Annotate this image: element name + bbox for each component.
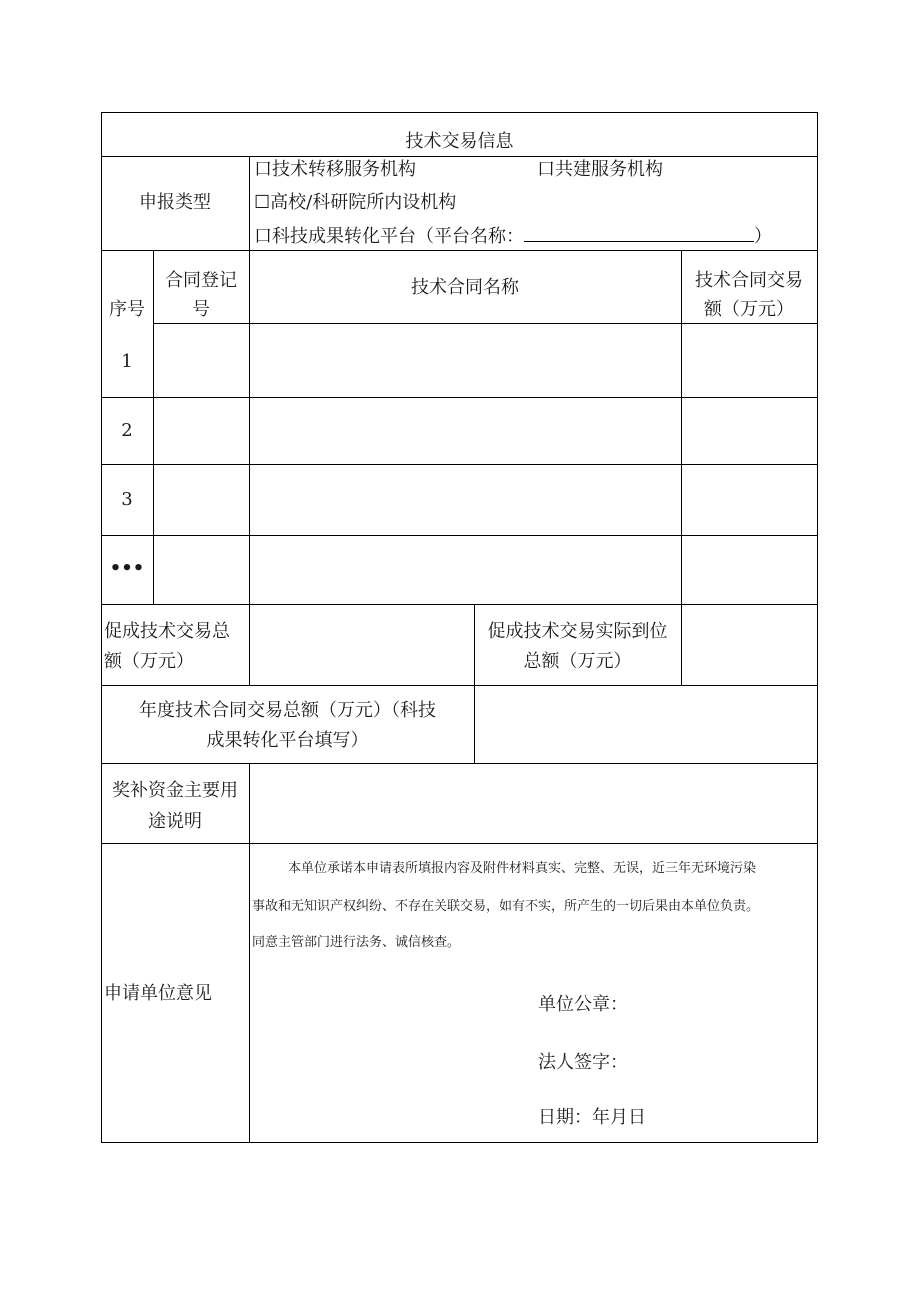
- rule-v-label-col: [249, 156, 250, 250]
- option-label: 科技成果转化平台（平台名称：: [272, 226, 524, 247]
- rule-after-subsidy: [101, 843, 818, 844]
- header-amount-line1: 技术合同交易: [695, 270, 803, 291]
- total-label-line2: 额（万元）: [104, 651, 194, 672]
- table-border-right: [817, 112, 818, 1143]
- platform-suffix: ）: [754, 226, 772, 247]
- opinion-signature: 法人签字：: [538, 1052, 628, 1073]
- annual-value[interactable]: [475, 686, 817, 763]
- report-type-label: 申报类型: [139, 192, 211, 213]
- header-seq: 序号: [109, 299, 145, 320]
- option-platform[interactable]: [254, 227, 772, 247]
- row-3-contract-no[interactable]: [153, 465, 249, 535]
- table-border-top: [101, 112, 818, 113]
- subsidy-label-line1: 奖补资金主要用: [112, 780, 238, 801]
- platform-name-field[interactable]: [524, 227, 754, 242]
- row-3-seq: 3: [121, 489, 133, 510]
- header-contract-no-line2: 号: [192, 299, 210, 320]
- checkbox-icon[interactable]: 口: [537, 159, 555, 180]
- header-contract-no-line1: 合同登记: [165, 270, 237, 291]
- row-1-name[interactable]: [249, 324, 681, 397]
- subsidy-label-line2: 途说明: [148, 811, 202, 832]
- rule-v-opinion: [249, 843, 250, 1142]
- row-4-amount[interactable]: [681, 536, 817, 604]
- row-3-name[interactable]: [249, 465, 681, 535]
- checkbox-icon[interactable]: 口: [254, 226, 272, 247]
- opinion-statement-line3: 同意主管部门进行法务、诚信核查。: [252, 935, 461, 950]
- row-2-name[interactable]: [249, 398, 681, 464]
- rule-after-title: [101, 156, 818, 157]
- row-2-amount[interactable]: [681, 398, 817, 464]
- total-label-line1: 促成技术交易总: [104, 621, 230, 642]
- opinion-date: 日期：年月日: [538, 1107, 646, 1128]
- row-1-contract-no[interactable]: [153, 324, 249, 397]
- row-4-name[interactable]: [249, 536, 681, 604]
- row-4-contract-no[interactable]: [153, 536, 249, 604]
- header-contract-name: 技术合同名称: [411, 277, 519, 298]
- rule-after-report-type: [101, 250, 818, 251]
- checkbox-icon[interactable]: 口: [254, 159, 272, 180]
- row-2-contract-no[interactable]: [153, 398, 249, 464]
- actual-label-line1: 促成技术交易实际到位: [487, 621, 668, 642]
- option-label: 技术转移服务机构: [272, 159, 416, 180]
- section-title: 技术交易信息: [405, 131, 514, 152]
- header-amount-line2: 额（万元）: [704, 299, 794, 320]
- opinion-statement-line2: 事故和无知识产权纠纷、不存在关联交易，如有不实，所产生的一切后果由本单位负责。: [252, 899, 760, 914]
- row-1-seq: 1: [121, 351, 133, 372]
- actual-label-line2: 总额（万元）: [523, 651, 632, 672]
- option-label: 高校/科研院所内设机构: [270, 192, 457, 213]
- annual-label-line1: 年度技术合同交易总额（万元）（科技: [139, 700, 436, 721]
- option-tech-transfer[interactable]: [254, 160, 416, 180]
- opinion-label: 申请单位意见: [104, 983, 212, 1004]
- row-3-amount[interactable]: [681, 465, 817, 535]
- actual-value[interactable]: [682, 605, 817, 685]
- annual-label-line2: 成果转化平台填写）: [206, 730, 369, 751]
- option-co-built[interactable]: [537, 160, 663, 180]
- total-value[interactable]: [250, 605, 474, 685]
- option-label: 共建服务机构: [555, 159, 663, 180]
- row-4-seq: •••: [109, 558, 145, 579]
- option-university-institute[interactable]: [254, 193, 456, 213]
- rule-v-totals-2: [474, 604, 475, 685]
- opinion-seal: 单位公章：: [538, 994, 628, 1015]
- table-border-bottom: [101, 1142, 818, 1143]
- row-2-seq: 2: [121, 420, 133, 441]
- row-1-amount[interactable]: [681, 324, 817, 397]
- table-border-left: [101, 112, 102, 1143]
- checkbox-icon[interactable]: ☐: [254, 192, 271, 213]
- opinion-statement-line1: 本单位承诺本申请表所填报内容及附件材料真实、完整、无误，近三年无环境污染: [288, 861, 757, 876]
- subsidy-value[interactable]: [250, 764, 817, 843]
